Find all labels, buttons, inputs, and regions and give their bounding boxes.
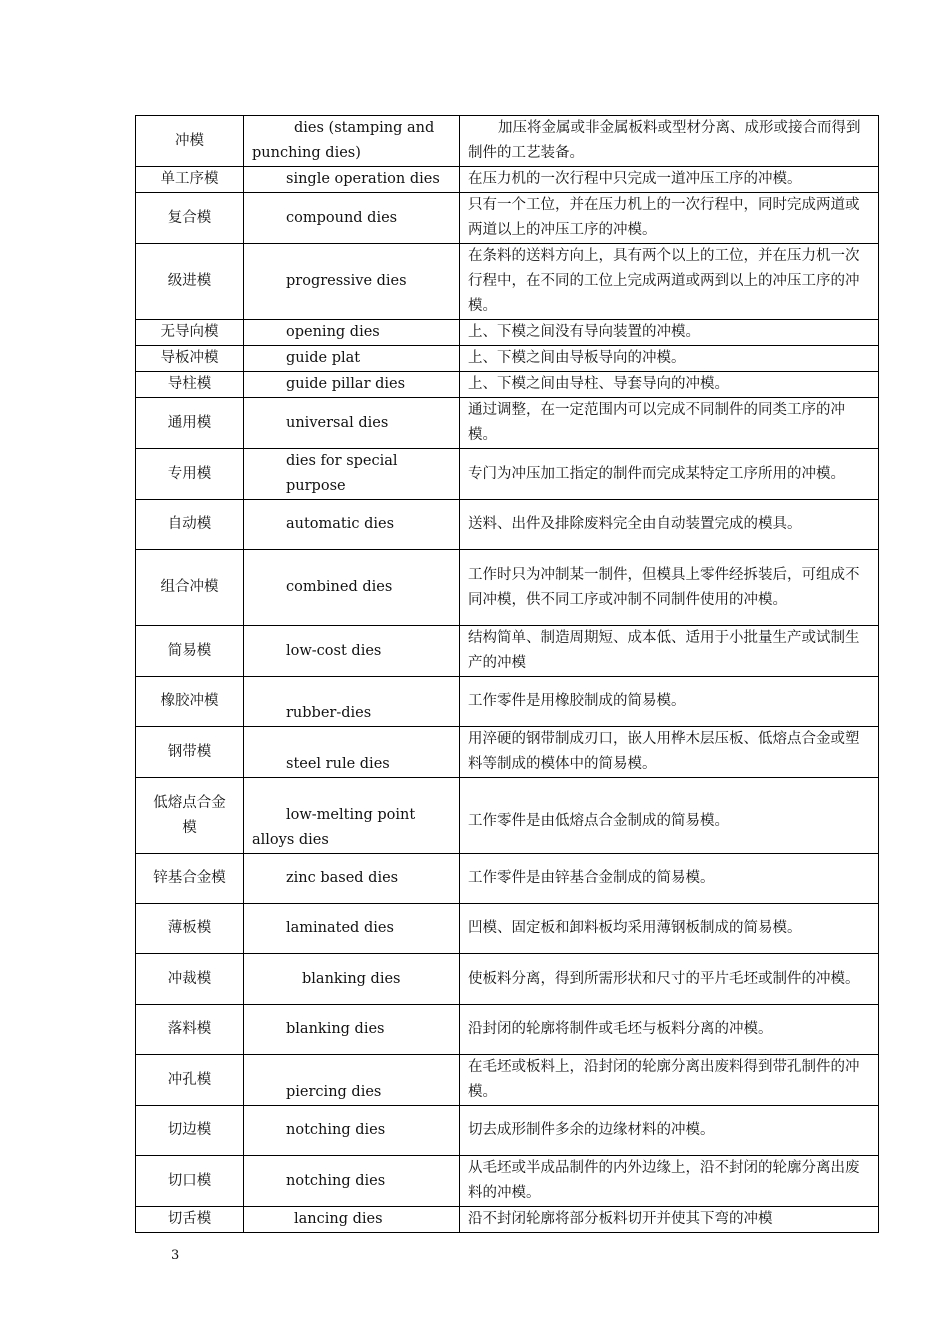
table-row	[136, 550, 879, 626]
term-chinese: 橡胶冲模	[136, 677, 244, 727]
table-row	[136, 727, 879, 778]
term-english: low-melting point alloys dies	[244, 778, 460, 854]
term-definition: 使板料分离，得到所需形状和尺寸的平片毛坯或制件的冲模。	[460, 954, 879, 1005]
term-definition: 通过调整，在一定范围内可以完成不同制件的同类工序的冲模。	[460, 398, 879, 449]
term-english: universal dies	[244, 398, 460, 449]
term-chinese: 薄板模	[136, 904, 244, 954]
term-definition: 在毛坯或板料上，沿封闭的轮廓分离出废料得到带孔制件的冲模。	[460, 1055, 879, 1106]
term-definition: 在压力机的一次行程中只完成一道冲压工序的冲模。	[460, 167, 879, 193]
table-row	[136, 167, 879, 193]
table-row	[136, 320, 879, 346]
term-definition: 工作零件是由锌基合金制成的简易模。	[460, 854, 879, 904]
term-chinese: 简易模	[136, 626, 244, 677]
term-english: dies for special purpose	[244, 449, 460, 500]
term-definition: 工作零件是用橡胶制成的简易模。	[460, 677, 879, 727]
table-row	[136, 244, 879, 320]
term-english: dies (stamping and punching dies)	[244, 116, 460, 167]
term-english: guide pillar dies	[244, 372, 460, 398]
term-chinese: 切边模	[136, 1106, 244, 1156]
term-definition: 工作时只为冲制某一制件，但模具上零件经拆装后，可组成不同冲模，供不同工序或冲制不同制件使用的冲模。	[460, 550, 879, 626]
page-number: 3	[171, 1248, 180, 1263]
table-row	[136, 193, 879, 244]
term-english: laminated dies	[244, 904, 460, 954]
term-chinese: 单工序模	[136, 167, 244, 193]
table-row	[136, 626, 879, 677]
term-chinese: 复合模	[136, 193, 244, 244]
table-row	[136, 116, 879, 167]
term-english: automatic dies	[244, 500, 460, 550]
term-definition: 工作零件是由低熔点合金制成的简易模。	[460, 778, 879, 854]
term-definition: 用淬硬的钢带制成刃口，嵌人用桦木层压板、低熔点合金或塑料等制成的模体中的简易模。	[460, 727, 879, 778]
table-row	[136, 677, 879, 727]
term-definition: 在条料的送料方向上，具有两个以上的工位，并在压力机一次行程中，在不同的工位上完成两道或两到以上的冲压工序的冲模。	[460, 244, 879, 320]
term-definition: 沿封闭的轮廓将制件或毛坯与板料分离的冲模。	[460, 1005, 879, 1055]
term-english: zinc based dies	[244, 854, 460, 904]
term-definition: 只有一个工位，并在压力机上的一次行程中，同时完成两道或两道以上的冲压工序的冲模。	[460, 193, 879, 244]
term-definition: 沿不封闭轮廓将部分板料切开并使其下弯的冲模	[460, 1207, 879, 1233]
term-chinese: 专用模	[136, 449, 244, 500]
term-chinese: 导板冲模	[136, 346, 244, 372]
terms-table	[135, 115, 879, 1233]
term-chinese: 通用模	[136, 398, 244, 449]
term-chinese: 冲裁模	[136, 954, 244, 1005]
term-english: guide plat	[244, 346, 460, 372]
term-english: notching dies	[244, 1156, 460, 1207]
table-row	[136, 854, 879, 904]
term-chinese: 切口模	[136, 1156, 244, 1207]
term-english: rubber-dies	[244, 677, 460, 727]
table-row	[136, 398, 879, 449]
term-chinese: 导柱模	[136, 372, 244, 398]
table-row	[136, 346, 879, 372]
term-english: blanking dies	[244, 954, 460, 1005]
term-english: low-cost dies	[244, 626, 460, 677]
table-row	[136, 500, 879, 550]
term-definition: 结构简单、制造周期短、成本低、适用于小批量生产或试制生产的冲模	[460, 626, 879, 677]
term-english: notching dies	[244, 1106, 460, 1156]
term-english: blanking dies	[244, 1005, 460, 1055]
term-english: piercing dies	[244, 1055, 460, 1106]
term-english: lancing dies	[244, 1207, 460, 1233]
term-definition: 上、下模之间由导柱、导套导向的冲模。	[460, 372, 879, 398]
term-definition: 凹模、固定板和卸料板均采用薄钢板制成的简易模。	[460, 904, 879, 954]
term-english: progressive dies	[244, 244, 460, 320]
table-row	[136, 904, 879, 954]
term-english: steel rule dies	[244, 727, 460, 778]
term-chinese: 组合冲模	[136, 550, 244, 626]
term-english: combined dies	[244, 550, 460, 626]
term-english: single operation dies	[244, 167, 460, 193]
term-chinese: 冲孔模	[136, 1055, 244, 1106]
term-chinese: 钢带模	[136, 727, 244, 778]
term-definition: 切去成形制件多余的边缘材料的冲模。	[460, 1106, 879, 1156]
table-row	[136, 954, 879, 1005]
table-row	[136, 1055, 879, 1106]
term-chinese: 自动模	[136, 500, 244, 550]
term-definition: 送料、出件及排除废料完全由自动装置完成的模具。	[460, 500, 879, 550]
term-chinese: 低熔点合金模	[136, 778, 244, 854]
term-chinese: 落料模	[136, 1005, 244, 1055]
table-row	[136, 1207, 879, 1233]
term-english: opening dies	[244, 320, 460, 346]
term-chinese: 级进模	[136, 244, 244, 320]
table-row	[136, 449, 879, 500]
table-row	[136, 372, 879, 398]
table-row	[136, 1106, 879, 1156]
table-row	[136, 1156, 879, 1207]
term-chinese: 冲模	[136, 116, 244, 167]
term-definition: 上、下模之间由导板导向的冲模。	[460, 346, 879, 372]
term-english: compound dies	[244, 193, 460, 244]
term-definition: 上、下模之间没有导向装置的冲模。	[460, 320, 879, 346]
term-chinese: 切舌模	[136, 1207, 244, 1233]
table-row	[136, 1005, 879, 1055]
term-chinese: 锌基合金模	[136, 854, 244, 904]
term-definition: 专门为冲压加工指定的制件而完成某特定工序所用的冲模。	[460, 449, 879, 500]
table-row	[136, 778, 879, 854]
term-chinese: 无导向模	[136, 320, 244, 346]
term-definition: 加压将金属或非金属板料或型材分离、成形或接合而得到制件的工艺装备。	[460, 116, 879, 167]
term-definition: 从毛坯或半成品制件的内外边缘上，沿不封闭的轮廓分离出废料的冲模。	[460, 1156, 879, 1207]
